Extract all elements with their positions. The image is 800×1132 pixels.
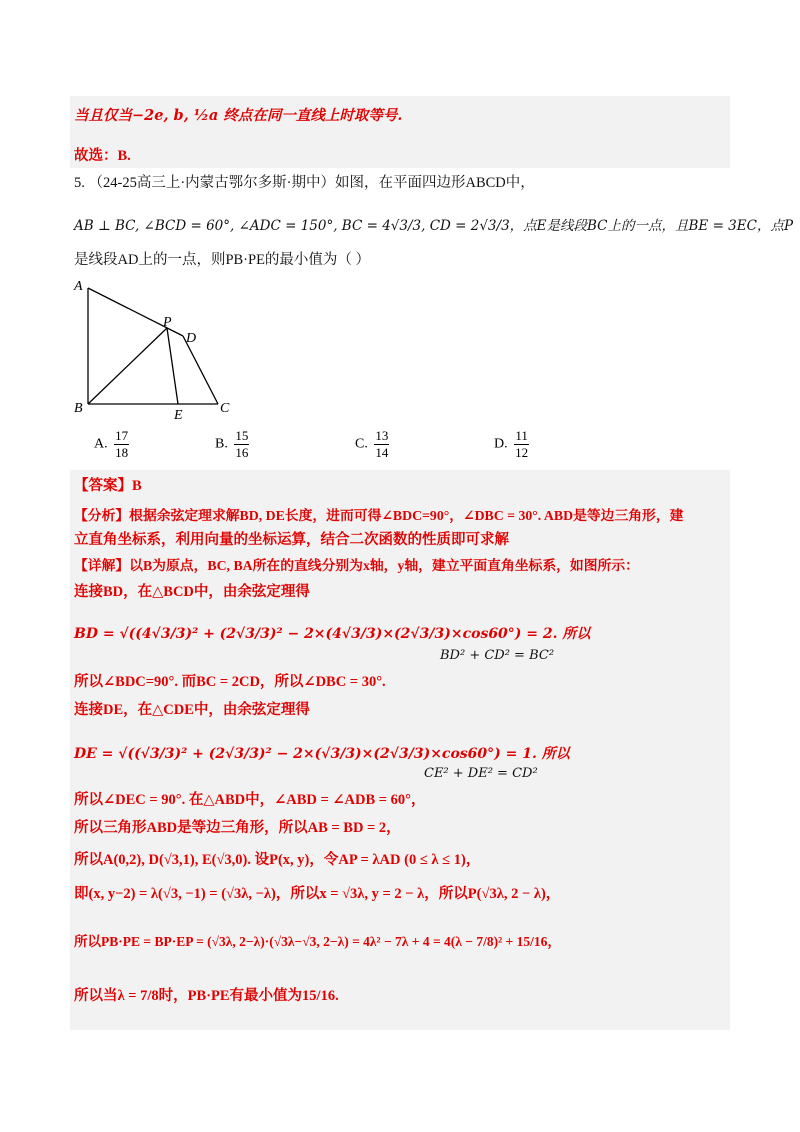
label-B: B xyxy=(74,401,83,416)
question-number: 5. xyxy=(74,175,85,191)
question-ask: 是线段AD上的一点，则PB·PE的最小值为（ ） xyxy=(74,252,371,268)
label-C: C xyxy=(220,401,230,416)
step-3: 所以∠BDC=90°. 而BC = 2CD，所以∠DBC = 30°. xyxy=(74,674,386,690)
option-d[interactable]: D. $\frac{11}{12}$ xyxy=(494,428,529,460)
step-6: 所以∠DEC = 90°. 在△ABD中，∠ABD = ∠ADB = 60°， xyxy=(74,792,426,808)
segment-DC xyxy=(183,336,218,404)
quadrilateral-figure xyxy=(70,276,250,426)
step-8: 所以A(0,2), D(√3,1), E(√3,0). 设P(x, y)，令AP = λAD (0 ≤ λ ≤ 1)， xyxy=(74,852,481,868)
detail-intro: 【详解】以B为原点，BC, BA所在的直线分别为x轴，y轴，建立平面直角坐标系，如图所示： xyxy=(74,558,639,573)
answer: 【答案】B xyxy=(74,478,142,494)
label-D: D xyxy=(186,331,197,346)
analysis-line-2: 立直角坐标系，利用向量的坐标运算，结合二次函数的性质即可求解 xyxy=(74,532,509,548)
analysis-line-1: 【分析】根据余弦定理求解BD, DE长度，进而可得∠BDC=90°，∠DBC = 30°. ABD是等边三角形，建 xyxy=(74,508,684,523)
step-4: 连接DE，在△CDE中，由余弦定理得 xyxy=(74,702,310,718)
label-P: P xyxy=(163,315,172,330)
step-5: DE = √((√3/3)² + (2√3/3)² − 2×(√3/3)×(2√3/3)×cos60°) = 1. 所以 xyxy=(74,746,570,762)
option-c[interactable]: C. $\frac{13}{14}$ xyxy=(355,428,389,460)
label-E: E xyxy=(174,408,183,423)
step-2: BD = √((4√3/3)² + (2√3/3)² − 2×(4√3/3)×(2√3/3)×cos60°) = 2. 所以 xyxy=(74,626,591,642)
step-10: 所以PB·PE = BP·EP = (√3λ, 2−λ)·(√3λ−√3, 2−λ) = 4λ² − 7λ + 4 = 4(λ − 7/8)² + 15/16， xyxy=(74,934,561,949)
step-7: 所以三角形ABD是等边三角形，所以AB = BD = 2， xyxy=(74,820,401,836)
step-9: 即(x, y−2) = λ(√3, −1) = (√3λ, −λ)，所以x = √3λ, y = 2 − λ，所以P(√3λ, 2 − λ)， xyxy=(74,886,561,902)
label-A: A xyxy=(74,279,83,294)
segment-PE xyxy=(167,328,178,404)
option-a[interactable]: A. $\frac{17}{18}$ xyxy=(94,428,129,460)
option-b[interactable]: B. $\frac{15}{16}$ xyxy=(215,428,249,460)
question-conditions: AB ⊥ BC, ∠BCD = 60°, ∠ADC = 150°, BC = 4√3/3, CD = 2√3/3，点E是线段BC上的一点，且BE = 3EC，点P xyxy=(74,218,794,234)
top-line-1: 当且仅当−2e, b, ½a 终点在同一直线上时取等号. xyxy=(74,107,403,124)
question-source xyxy=(74,173,535,193)
step-2b: BD² + CD² = BC² xyxy=(440,648,555,663)
step-1: 连接BD，在△BCD中，由余弦定理得 xyxy=(74,584,310,600)
step-11: 所以当λ = 7/8时，PB·PE有最小值为15/16. xyxy=(74,988,339,1004)
step-5b: CE² + DE² = CD² xyxy=(424,766,538,781)
segment-PB xyxy=(88,328,167,404)
top-line-2: 故选：B. xyxy=(74,148,131,164)
question-source-text: （24-25高三上·内蒙古鄂尔多斯·期中）如图，在平面四边形ABCD中， xyxy=(88,175,535,191)
